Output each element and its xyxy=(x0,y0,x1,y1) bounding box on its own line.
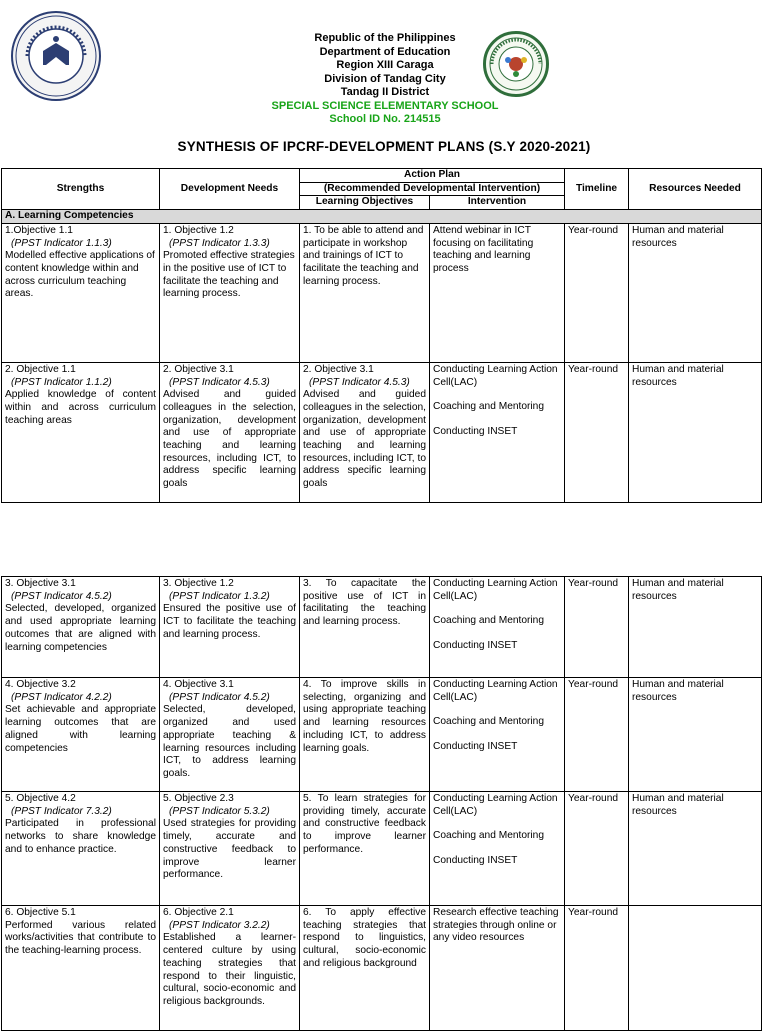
learning-objective-indicator: (PPST Indicator 4.5.3) xyxy=(309,376,410,388)
resources-cell: Human and material resources xyxy=(629,792,762,906)
header-development-needs: Development Needs xyxy=(160,169,300,210)
header-action-plan: Action Plan xyxy=(300,169,565,183)
intervention-text: Conducting Learning Action Cell(LAC) xyxy=(433,578,558,602)
need-text: Advised and guided colleagues in the selection, organization, development and use of appropriate teaching and learning resources, including ICT, to address specific learning goals xyxy=(163,389,296,490)
timeline-cell: Year-round xyxy=(565,906,629,1031)
timeline-cell: Year-round xyxy=(565,678,629,792)
strength-indicator: (PPST Indicator 7.3.2) xyxy=(11,805,112,817)
table-row xyxy=(2,223,762,362)
strength-text: Set achievable and appropriate learning outcomes that are aligned with learning competencies xyxy=(5,704,156,754)
header-line-department: Department of Education xyxy=(319,45,451,58)
header-strengths: Strengths xyxy=(2,169,160,210)
learning-objective-text: 3. To capacitate the positive use of ICT in facilitating the teaching and learning process. xyxy=(303,578,426,628)
intervention-text: Coaching and Mentoring xyxy=(433,716,545,728)
intervention-text: Coaching and Mentoring xyxy=(433,401,545,413)
development-plan-table xyxy=(1,168,762,503)
strength-indicator: (PPST Indicator 1.1.3) xyxy=(11,237,112,249)
intervention-text: Coaching and Mentoring xyxy=(433,615,545,627)
learning-objective-text: 1. To be able to attend and participate in workshop and trainings of ICT to facilitate the teaching and learning process. xyxy=(303,224,424,287)
school-id: School ID No. 214515 xyxy=(329,113,441,125)
intervention-text: Conducting INSET xyxy=(433,855,518,867)
header-intervention: Intervention xyxy=(430,196,565,210)
section-label: A. Learning Competencies xyxy=(2,210,762,224)
intervention-text: Conducting Learning Action Cell(LAC) xyxy=(433,679,558,703)
strength-indicator: (PPST Indicator 4.5.2) xyxy=(11,590,112,602)
need-indicator: (PPST Indicator 1.3.2) xyxy=(169,590,270,602)
need-indicator: (PPST Indicator 4.5.3) xyxy=(169,376,270,388)
resources-cell: Human and material resources xyxy=(629,678,762,792)
header-line-division: Division of Tandag City xyxy=(324,72,446,85)
strength-objective: 2. Objective 1.1 xyxy=(5,363,76,375)
resources-cell: Human and material resources xyxy=(629,362,762,502)
strength-objective: 3. Objective 3.1 xyxy=(5,578,76,589)
intervention-text: Coaching and Mentoring xyxy=(433,830,545,842)
need-indicator: (PPST Indicator 4.5.2) xyxy=(169,691,270,703)
strength-objective: 6. Objective 5.1 xyxy=(5,907,76,918)
strength-objective: 4. Objective 3.2 xyxy=(5,679,76,690)
need-text: Selected, developed, organized and used appropriate teaching & learning resources including ICT, to address learning goals. xyxy=(163,704,296,779)
learning-objective-text: 6. To apply effective teaching strategies that respond to linguistics, cultural, socio-economic and religious background xyxy=(303,907,426,969)
strength-indicator: (PPST Indicator 4.2.2) xyxy=(11,691,112,703)
intervention-text: Attend webinar in ICT focusing on facilitating teaching and learning process xyxy=(433,224,534,274)
intervention-text: Conducting Learning Action Cell(LAC) xyxy=(433,793,558,817)
strength-text: Modelled effective applications of content knowledge within and across curriculum teaching areas. xyxy=(5,250,155,300)
strength-text: Applied knowledge of content within and across curriculum teaching areas xyxy=(5,389,156,426)
header-line-region: Region XIII Caraga xyxy=(336,59,434,71)
development-plan-table-continued xyxy=(1,576,762,1031)
need-indicator: (PPST Indicator 5.3.2) xyxy=(169,805,270,817)
intervention-text: Conducting Learning Action Cell(LAC) xyxy=(433,363,558,388)
timeline-cell: Year-round xyxy=(565,362,629,502)
strength-indicator: (PPST Indicator 1.1.2) xyxy=(11,376,112,388)
table-row xyxy=(2,362,762,502)
need-objective: 1. Objective 1.2 xyxy=(163,224,234,236)
strength-objective: 1.Objective 1.1 xyxy=(5,224,73,236)
table-row xyxy=(2,792,762,906)
header-line-district: Tandag II District xyxy=(340,86,430,98)
header-line-republic: Republic of the Philippines xyxy=(314,32,456,44)
resources-cell: Human and material resources xyxy=(629,223,762,362)
learning-objective-text: Advised and guided colleagues in the selection, organization, development and use of appropriate teaching and learning resources, including ICT, to address specific learning goals xyxy=(303,389,426,490)
header-recommended-intervention: (Recommended Developmental Intervention) xyxy=(300,182,565,196)
strength-text: Participated in professional networks to share knowledge and to enhance practice. xyxy=(5,818,156,855)
header-timeline: Timeline xyxy=(565,169,629,210)
table-row xyxy=(2,577,762,678)
need-objective: 3. Objective 1.2 xyxy=(163,578,234,589)
timeline-cell: Year-round xyxy=(565,577,629,678)
need-objective: 5. Objective 2.3 xyxy=(163,793,234,804)
table-header-row xyxy=(2,169,762,183)
page-title: SYNTHESIS OF IPCRF-DEVELOPMENT PLANS (S.Y 2020-2021) xyxy=(177,139,591,154)
need-indicator: (PPST Indicator 3.2.2) xyxy=(169,919,270,931)
need-objective: 2. Objective 3.1 xyxy=(163,363,234,375)
timeline-cell: Year-round xyxy=(565,223,629,362)
school-name: SPECIAL SCIENCE ELEMENTARY SCHOOL xyxy=(271,99,499,112)
table-row xyxy=(2,678,762,792)
table-row xyxy=(2,906,762,1031)
intervention-text: Research effective teaching strategies through online or any video resources xyxy=(433,907,559,944)
learning-objective-number: 2. Objective 3.1 xyxy=(303,363,374,375)
need-text: Used strategies for providing timely, accurate and constructive feedback to improve learner performance. xyxy=(163,818,296,881)
need-text: Established a learner-centered culture by using teaching strategies that respond to their linguistic, cultural, socio-economic and religious backgrounds. xyxy=(163,932,296,1007)
strength-text: Selected, developed, organized and used appropriate learning outcomes that are aligned with learning competencies xyxy=(5,603,156,653)
strength-text: Performed various related works/activities that contribute to the teaching-learning process. xyxy=(5,919,156,957)
timeline-cell: Year-round xyxy=(565,792,629,906)
resources-cell xyxy=(629,906,762,1031)
strength-objective: 5. Objective 4.2 xyxy=(5,793,76,804)
intervention-text: Conducting INSET xyxy=(433,425,518,437)
deped-seal-logo xyxy=(11,11,101,101)
document-header xyxy=(230,32,540,127)
learning-objective-text: 4. To improve skills in selecting, organizing and using appropriate teaching and learning resources including ICT, to address learning goals. xyxy=(303,679,426,754)
need-indicator: (PPST Indicator 1.3.3) xyxy=(169,237,270,249)
header-resources-needed: Resources Needed xyxy=(629,169,762,210)
need-text: Promoted effective strategies in the positive use of ICT to facilitate the teaching and learning process. xyxy=(163,250,295,300)
need-objective: 4. Objective 3.1 xyxy=(163,679,234,690)
header-learning-objectives: Learning Objectives xyxy=(300,196,430,210)
need-objective: 6. Objective 2.1 xyxy=(163,907,234,918)
intervention-text: Conducting INSET xyxy=(433,741,518,753)
learning-objective-text: 5. To learn strategies for providing timely, accurate and constructive feedback to improve learner performance. xyxy=(303,793,426,855)
resources-cell: Human and material resources xyxy=(629,577,762,678)
need-text: Ensured the positive use of ICT to facilitate the teaching and learning process. xyxy=(163,603,296,640)
intervention-text: Conducting INSET xyxy=(433,640,518,652)
